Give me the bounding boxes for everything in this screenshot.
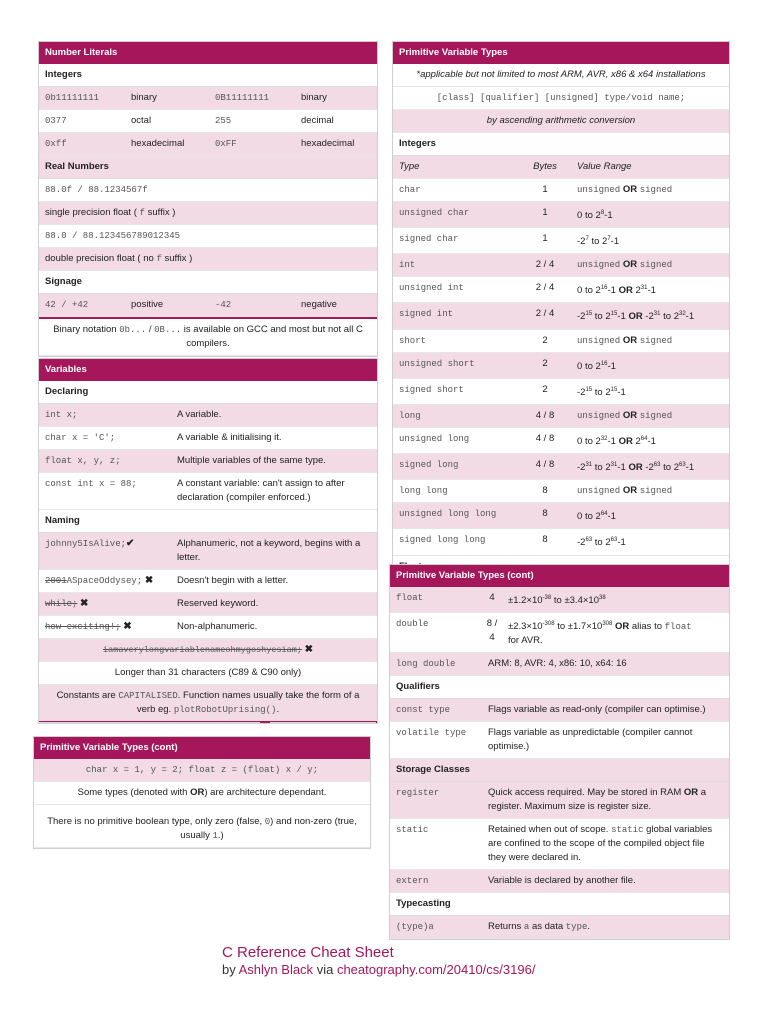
type-row: signed int 2 / 4 $-2^{15}$ to $2^{15}-1$ OR $-2^{31}$ to $2^{32}-1$	[393, 303, 729, 329]
storage-row-extern: extern Variable is declared by another file.	[390, 870, 729, 893]
pvt-cont-left-title: Primitive Variable Types (cont)	[34, 737, 370, 759]
author-link[interactable]: Ashlyn Black	[238, 962, 314, 977]
divider	[270, 722, 376, 723]
pvt-conversion: by ascending arithmetic conversion	[393, 110, 729, 133]
real-numbers-label: Real Numbers	[39, 156, 377, 179]
double-row: double 8 / 4 $\pm 2.3\times 10^{-308}$ to $\pm 1.7\times 10^{308}$ OR alias to float for AVR.	[390, 613, 729, 653]
naming-row: 2001ASpaceOddysey; ✖ Doesn't begin with a letter.	[39, 570, 377, 593]
storage-row-static: static Retained when out of scope. static global variables are confined to the scope of the compiled object file they were declared in.	[390, 819, 729, 870]
integers-label: Integers	[39, 64, 377, 87]
pvt-cont-right-panel	[389, 564, 730, 940]
number-literals-panel	[38, 41, 378, 357]
naming-row: iamaverylongvariablenameohmygoshyesiam; ✖	[39, 639, 377, 662]
type-row: signed long long 8 $-2^{63}$ to $2^{63}-1$	[393, 529, 729, 555]
qualifiers-label: Qualifiers	[390, 676, 729, 699]
integer-literal-row: 0b11111111 binary 0B11111111 binary	[39, 87, 377, 110]
pvt-title: Primitive Variable Types	[393, 42, 729, 64]
cross-icon: ✖	[80, 598, 89, 609]
cross-icon: ✖	[304, 644, 313, 655]
pvt-integers-label: Integers	[393, 133, 729, 156]
type-row: unsigned long long 8 0 to $2^{64}-1$	[393, 503, 729, 529]
number-literals-title: Number Literals	[39, 42, 377, 64]
typecast-row: (type)a Returns a as data type.	[390, 916, 729, 939]
declaring-label: Declaring	[39, 381, 377, 404]
declare-row: char x = 'C'; A variable & initialising it.	[39, 427, 377, 450]
type-row: long 4 / 8 unsigned OR signed	[393, 405, 729, 428]
pvt-syntax: [class] [qualifier] [unsigned] type/void name;	[393, 87, 729, 110]
integer-literal-row: 0377 octal 255 decimal	[39, 110, 377, 133]
type-row: int 2 / 4 unsigned OR signed	[393, 254, 729, 277]
pvt-cont-right-title: Primitive Variable Types (cont)	[390, 565, 729, 587]
type-row: signed long 4 / 8 $-2^{31}$ to $2^{31}-1$ OR $-2^{63}$ to $2^{63}-1$	[393, 454, 729, 480]
cheatography-link[interactable]: cheatography.com/20410/cs/3196/	[336, 962, 536, 977]
binary-note: Binary notation 0b... / 0B... is available on GCC and most but not all C compilers.	[39, 317, 377, 356]
declare-row: float x, y, z; Multiple variables of the same type.	[39, 450, 377, 473]
naming-row: johnny5IsAlive;✔ Alphanumeric, not a keyword, begins with a letter.	[39, 533, 377, 570]
declare-row: int x; A variable.	[39, 404, 377, 427]
type-row: char 1 unsigned OR signed	[393, 179, 729, 202]
cross-icon: ✖	[144, 575, 154, 586]
type-row: unsigned short 2 0 to $2^{16}-1$	[393, 353, 729, 379]
cast-example: char x = 1, y = 2; float z = (float) x / y;	[34, 759, 370, 782]
pvt-panel	[392, 41, 730, 603]
float-row: float 4 $\pm 1.2\times 10^{-38}$ to $\pm 3.4\times 10^{38}$	[390, 587, 729, 613]
naming-row-desc: Longer than 31 characters (C89 & C90 only)	[39, 662, 377, 685]
variables-title: Variables	[39, 359, 377, 381]
declare-row: const int x = 88; A constant variable: can't assign to after declaration (compiler enforced.)	[39, 473, 377, 510]
long-double-row: long double ARM: 8, AVR: 4, x86: 10, x64: 16	[390, 653, 729, 676]
real-row-1: 88.0f / 88.1234567f	[39, 179, 377, 202]
variables-panel	[38, 358, 378, 724]
qualifier-row: volatile type Flags variable as unpredictable (compiler cannot optimise.)	[390, 722, 729, 759]
type-row: short 2 unsigned OR signed	[393, 330, 729, 353]
naming-row: while; ✖ Reserved keyword.	[39, 593, 377, 616]
real-row-3: 88.0 / 88.123456789012345	[39, 225, 377, 248]
footer-title: C Reference Cheat Sheet	[222, 944, 394, 961]
type-row: unsigned long 4 / 8 0 to $2^{32}-1$ OR $2^{64}-1$	[393, 428, 729, 454]
integer-literal-row: 0xff hexadecimal 0xFF hexadecimal	[39, 133, 377, 156]
real-row-4: double precision float ( no f suffix )	[39, 248, 377, 271]
storage-row-register: register Quick access required. May be stored in RAM OR a register. Maximum size is register size.	[390, 782, 729, 819]
check-icon: ✔	[126, 538, 135, 549]
naming-label: Naming	[39, 510, 377, 533]
real-row-2: single precision float ( f suffix )	[39, 202, 377, 225]
cross-icon: ✖	[123, 621, 132, 632]
type-row: signed short 2 $-2^{15}$ to $2^{15}-1$	[393, 379, 729, 405]
pvt-header: Type Bytes Value Range	[393, 156, 729, 179]
qualifier-row: const type Flags variable as read-only (compiler can optimise.)	[390, 699, 729, 722]
typecasting-label: Typecasting	[390, 893, 729, 916]
divider	[38, 722, 260, 723]
type-row: long long 8 unsigned OR signed	[393, 480, 729, 503]
type-row: unsigned int 2 / 4 0 to $2^{16}-1$ OR $2^{31}-1$	[393, 277, 729, 303]
type-row: unsigned char 1 0 to $2^8-1$	[393, 202, 729, 228]
storage-label: Storage Classes	[390, 759, 729, 782]
footer-byline: by Ashlyn Black via cheatography.com/20410/cs/3196/	[222, 962, 536, 977]
bool-note: There is no primitive boolean type, only zero (false, 0) and non-zero (true, usually 1.)	[34, 805, 370, 848]
type-row: signed char 1 $-2^7$ to $2^7-1$	[393, 228, 729, 254]
signage-label: Signage	[39, 271, 377, 294]
naming-row: how exciting!; ✖ Non-alphanumeric.	[39, 616, 377, 639]
pvt-cont-left-panel	[33, 736, 371, 849]
signage-row: 42 / +42 positive -42 negative	[39, 294, 377, 317]
arch-note: Some types (denoted with OR) are architecture dependant.	[34, 782, 370, 805]
constants-note: Constants are CAPITALISED. Function names usually take the form of a verb eg. plotRobotUprising().	[39, 685, 377, 723]
pvt-note: *applicable but not limited to most ARM, AVR, x86 & x64 installations	[393, 64, 729, 87]
